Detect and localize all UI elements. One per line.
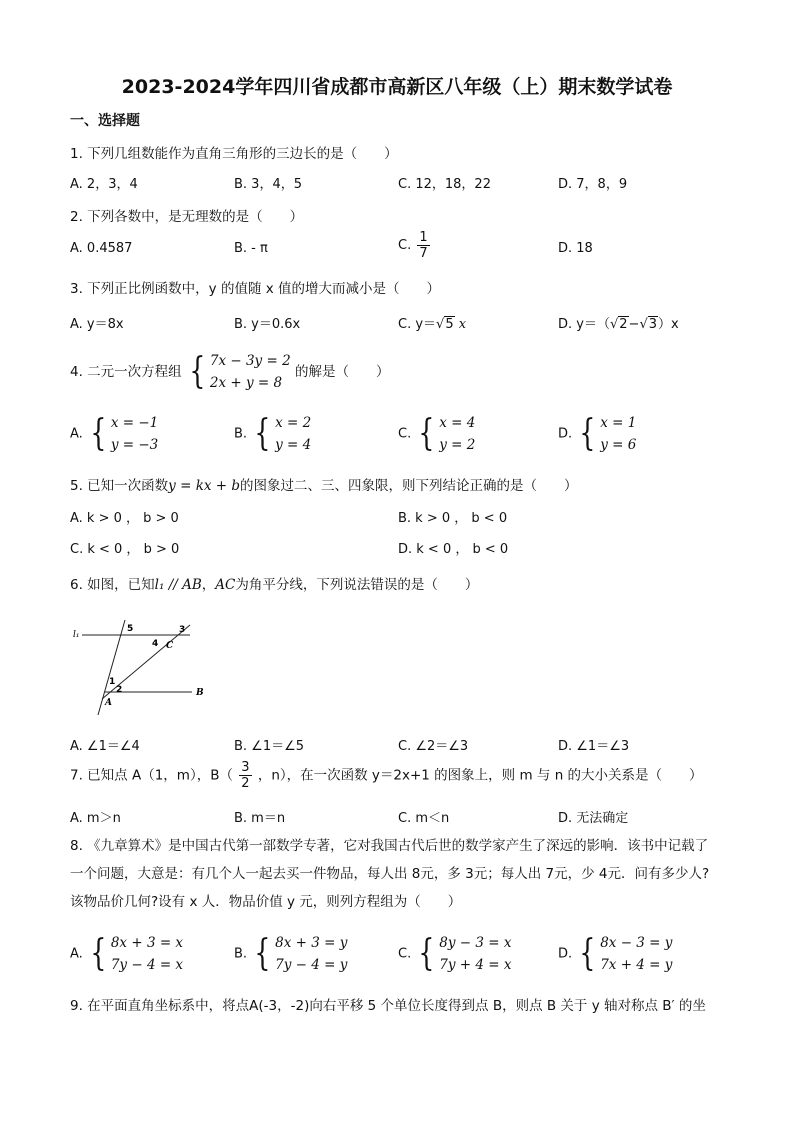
label-b: B [196,688,204,698]
q8-option-a-label: A. [70,946,83,962]
question-6-stem [70,573,478,593]
q4-option-d-label: D. [558,426,573,442]
q1-option-b: B. 3，4，5 [234,177,302,192]
question-7-stem [70,760,703,791]
q4-equation-system [186,350,291,394]
q5-option-d: D. k < 0 ， b < 0 [398,542,509,557]
q2-option-d: D. 18 [558,241,593,256]
q6-stem-mid: ， [201,577,216,593]
q5-option-a: A. k > 0 ， b > 0 [70,511,179,526]
q4-stem-suffix: 的解是（ ） [294,364,390,380]
question-4-stem [70,350,389,394]
q4-option-a-label: A. [70,426,83,442]
sqrt-symbol: √ [436,317,445,332]
sqrt-symbol: √ [609,317,619,332]
brace-icon: { [254,413,271,454]
q3-option-c-suffix: x [458,317,467,332]
q3-option-d-suffix: ）x [658,317,679,332]
q7-fraction [239,760,251,791]
q8-option-b [234,932,347,976]
q7-option-b: B. m＝n [234,811,286,826]
q8-option-b-line-2: 7y − 4 = y [275,957,348,973]
q8-option-b-label: B. [234,946,248,962]
q2-fraction [417,230,429,261]
q3-option-d-radicand-2: 3 [648,317,658,332]
brace-icon: { [90,933,107,974]
q3-option-d [558,313,679,332]
q4-option-d-line-2: y = 6 [600,437,637,453]
q3-option-c-prefix: C. y＝ [398,317,437,332]
q2-fraction-denominator: 7 [419,246,428,261]
q7-option-a: A. m＞n [70,811,121,826]
page-title: 2023-2024学年四川省成都市高新区八年级（上）期末数学试卷 [121,76,673,98]
question-2-stem: 2. 下列各数中，是无理数的是（ ） [70,209,304,225]
label-3: 3 [179,625,186,635]
q4-option-a [70,412,158,456]
label-l1: l₁ [73,630,80,640]
q6-geometry-figure [68,615,208,725]
q8-option-c-label: C. [398,946,412,962]
q4-equation-2: 2x + y = 8 [209,375,283,391]
q4-option-b-line-2: y = 4 [275,437,312,453]
q8-option-a-line-2: 7y − 4 = x [110,957,184,973]
sqrt-symbol: √ [639,317,648,332]
q2-option-b: B. - π [234,241,268,256]
q4-option-d [558,412,636,456]
q8-option-d-label: D. [558,946,573,962]
q4-option-c-label: C. [398,426,412,442]
q2-option-c-label: C. [398,238,412,253]
q4-option-a-line-1: x = −1 [110,415,159,431]
question-8-stem: 8. 《九章算术》是中国古代第一部数学专著，它对我国古代后世的数学家产生了深远的影响．该书中记载了一个问题，大意是：有几个人一起去买一件物品，每人出 8元，多 3元；每人出 7元，少 4元．问有多少人?该物品价几何?设有 x 人．物品价值 y 元，则列方程组为（ ） [70,838,710,910]
q4-option-a-line-2: y = −3 [110,437,159,453]
label-4: 4 [152,639,159,649]
q2-option-a: A. 0.4587 [70,241,133,256]
question-5-stem [70,474,578,494]
brace-icon: { [418,933,435,974]
q8-option-d-line-1: 8x − 3 = y [600,935,673,951]
q8-option-c [398,932,511,976]
q6-option-a: A. ∠1＝∠4 [70,739,140,754]
q7-option-d: D. 无法确定 [558,811,629,826]
q8-option-b-line-1: 8x + 3 = y [275,935,348,951]
brace-icon: { [579,933,596,974]
q5-option-b: B. k > 0 ， b < 0 [398,511,508,526]
q4-option-c [398,412,475,456]
q7-stem-suffix: ，n），在一次函数 y＝2x+1 的图象上，则 m 与 n 的大小关系是（ ） [257,767,703,784]
q4-option-c-line-1: x = 4 [439,415,476,431]
q3-option-d-radicand-1: 2 [619,317,628,332]
q3-option-c [398,313,466,332]
brace-icon: { [189,351,206,392]
q8-option-a-line-1: 8x + 3 = x [110,935,184,951]
q6-option-b: B. ∠1＝∠5 [234,739,305,754]
q6-stem-math-2: AC [215,577,236,593]
q2-option-c [398,230,432,261]
q2-fraction-numerator: 1 [419,230,428,245]
q5-stem-suffix: 的图象过二、三、四象限，则下列结论正确的是（ ） [240,478,578,494]
q6-option-c: C. ∠2＝∠3 [398,739,469,754]
brace-icon: { [418,413,435,454]
q4-equation-1: 7x − 3y = 2 [209,353,291,369]
q6-stem-prefix: 6. 如图，已知 [70,577,155,593]
q4-option-c-line-2: y = 2 [439,437,476,453]
q7-option-c: C. m＜n [398,811,450,826]
q6-option-d: D. ∠1＝∠3 [558,739,630,754]
q7-fraction-numerator: 3 [241,760,250,775]
q4-stem-prefix: 4. 二元一次方程组 [70,364,182,380]
q6-stem-math: l₁ // AB [154,577,202,593]
q7-fraction-denominator: 2 [241,776,250,791]
label-1: 1 [109,677,116,687]
label-5: 5 [127,624,134,634]
label-a: A [105,698,112,708]
q4-option-b-label: B. [234,426,248,442]
q8-option-a [70,932,183,976]
q5-stem-math: y = kx + b [168,478,241,494]
q3-option-c-radicand: 5 [445,317,454,332]
q1-option-d: D. 7，8，9 [558,177,628,192]
section-heading: 一、选择题 [70,113,140,129]
q1-option-a: A. 2，3，4 [70,177,138,192]
brace-icon: { [579,413,596,454]
q1-option-c: C. 12，18，22 [398,177,491,192]
q3-option-d-minus: − [628,317,640,332]
q6-stem-suffix: 为角平分线，下列说法错误的是（ ） [235,577,479,593]
q3-option-a: A. y＝8x [70,317,124,332]
brace-icon: { [254,933,271,974]
q3-option-d-prefix: D. y＝（ [558,317,610,332]
q3-option-b: B. y＝0.6x [234,317,301,332]
q8-option-c-line-1: 8y − 3 = x [439,935,512,951]
q7-stem-prefix: 7. 已知点 A（1，m），B（ [70,767,233,784]
q4-option-d-line-1: x = 1 [600,415,637,431]
q4-option-b-line-1: x = 2 [275,415,312,431]
q5-stem-prefix: 5. 已知一次函数 [70,478,169,494]
q8-option-d-line-2: 7x + 4 = y [600,957,673,973]
q4-option-b [234,412,311,456]
question-3-stem: 3. 下列正比例函数中，y 的值随 x 值的增大而减小是（ ） [70,281,441,297]
brace-icon: { [90,413,107,454]
question-9-stem: 9. 在平面直角坐标系中，将点A(-3，-2)向右平移 5 个单位长度得到点 B，则点 B 关于 y 轴对称点 B′ 的坐 [70,998,706,1014]
label-c: C [166,641,174,651]
label-2: 2 [116,685,123,695]
q8-option-c-line-2: 7y + 4 = x [439,957,512,973]
question-1-stem: 1. 下列几组数能作为直角三角形的三边长的是（ ） [70,146,398,162]
q8-option-d [558,932,672,976]
q5-option-c: C. k < 0 ， b > 0 [70,542,180,557]
